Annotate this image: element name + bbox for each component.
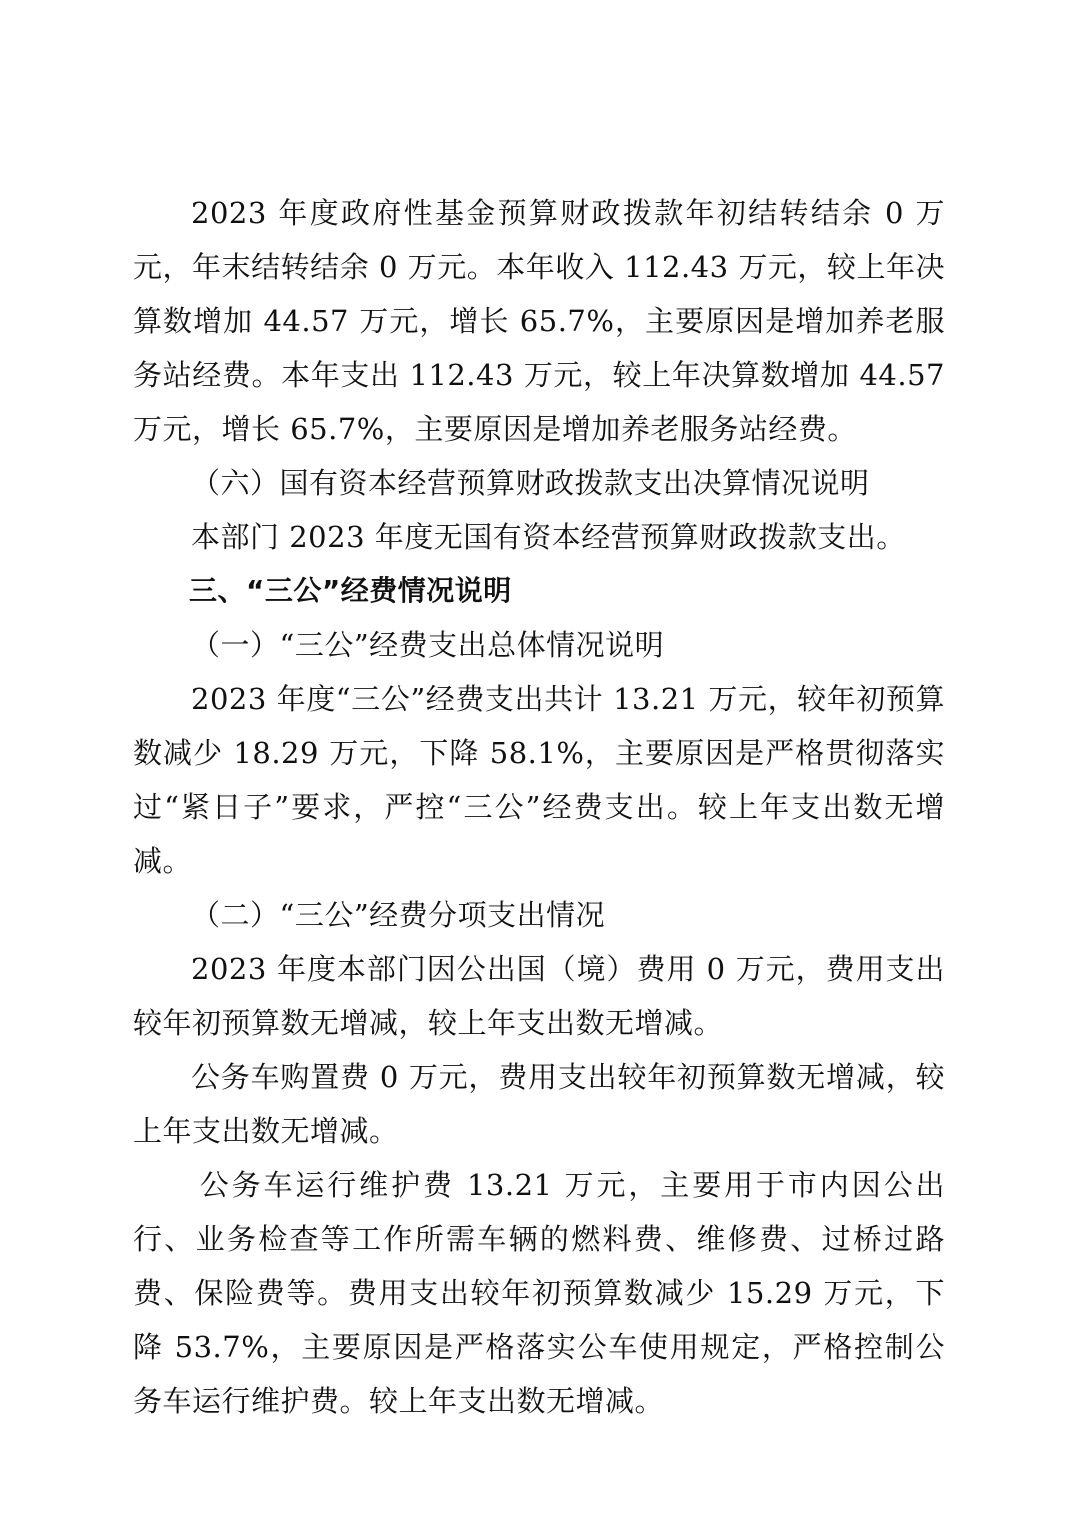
subsection-heading-overall: （一）“三公”经费支出总体情况说明 bbox=[191, 628, 665, 662]
section-heading-state-capital: （六）国有资本经营预算财政拨款支出决算情况说明 bbox=[191, 466, 870, 500]
subsection-heading-itemized: （二）“三公”经费分项支出情况 bbox=[191, 898, 606, 932]
paragraph-overseas-travel: 2023 年度本部门因公出国（境）费用 0 万元，费用支出较年初预算数无增减，较上年支出数无增减。 bbox=[133, 952, 945, 1040]
paragraph-three-public-total: 2023 年度“三公”经费支出共计 13.21 万元，较年初预算数减少 18.29 万元，下降 58.1%，主要原因是严格贯彻落实过“紧日子”要求，严控“三公”经费支出。较上年支出数无增减。 bbox=[133, 682, 945, 878]
paragraph-vehicle-maintenance: 公务车运行维护费 13.21 万元，主要用于市内因公出行、业务检查等工作所需车辆的燃料费、维修费、过桥过路费、保险费等。费用支出较年初预算数减少 15.29 万元，下降 53.7%，主要原因是严格落实公车使用规定，严格控制公务车运行维护费。较上年支出数无增减。 bbox=[133, 1168, 945, 1418]
document-body bbox=[133, 186, 945, 1428]
paragraph-state-capital: 本部门 2023 年度无国有资本经营预算财政拨款支出。 bbox=[191, 520, 906, 554]
paragraph-vehicle-purchase: 公务车购置费 0 万元，费用支出较年初预算数无增减，较上年支出数无增减。 bbox=[133, 1060, 945, 1148]
paragraph-government-fund: 2023 年度政府性基金预算财政拨款年初结转结余 0 万元，年末结转结余 0 万元。本年收入 112.43 万元，较上年决算数增加 44.57 万元，增长 65.7%，主要原因是增加养老服务站经费。本年支出 112.43 万元，较上年决算数增加 44.57 万元，增长 65.7%，主要原因是增加养老服务站经费。 bbox=[133, 196, 945, 446]
section-heading-three-public: 三、“三公”经费情况说明 bbox=[189, 574, 512, 607]
